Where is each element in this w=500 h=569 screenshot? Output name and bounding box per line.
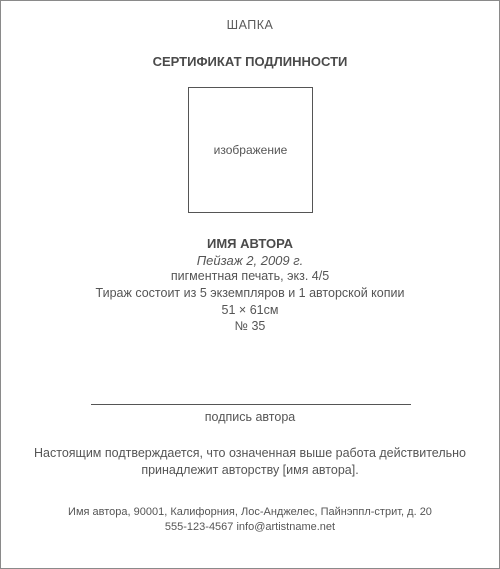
artwork-number: № 35 xyxy=(234,319,266,333)
signature-label: подпись автора xyxy=(204,410,296,424)
statement-line-2: принадлежит авторству [имя автора]. xyxy=(141,463,359,477)
artwork-edition: Тираж состоит из 5 экземпляров и 1 авторской копии xyxy=(95,286,405,300)
statement-line-1: Настоящим подтверждается, что означенная выше работа действительно xyxy=(34,446,466,460)
contact-phone-email: 555-123-4567 info@artistname.net xyxy=(164,521,336,533)
artwork-size: 51 × 61см xyxy=(221,303,279,317)
authenticity-statement xyxy=(1,445,499,479)
contact-info xyxy=(1,505,499,535)
header-label: ШАПКА xyxy=(226,18,274,32)
certificate-title: СЕРТИФИКАТ ПОДЛИННОСТИ xyxy=(152,54,348,69)
author-name: ИМЯ АВТОРА xyxy=(206,236,294,251)
image-placeholder xyxy=(188,87,313,213)
artwork-title: Пейзаж 2, 2009 г. xyxy=(196,253,304,268)
contact-address: Имя автора, 90001, Калифорния, Лос-Анджелес, Пайнэппл-стрит, д. 20 xyxy=(68,506,432,518)
image-placeholder-label: изображение xyxy=(213,143,288,157)
signature-line xyxy=(91,404,411,405)
artwork-medium: пигментная печать, экз. 4/5 xyxy=(170,269,330,283)
